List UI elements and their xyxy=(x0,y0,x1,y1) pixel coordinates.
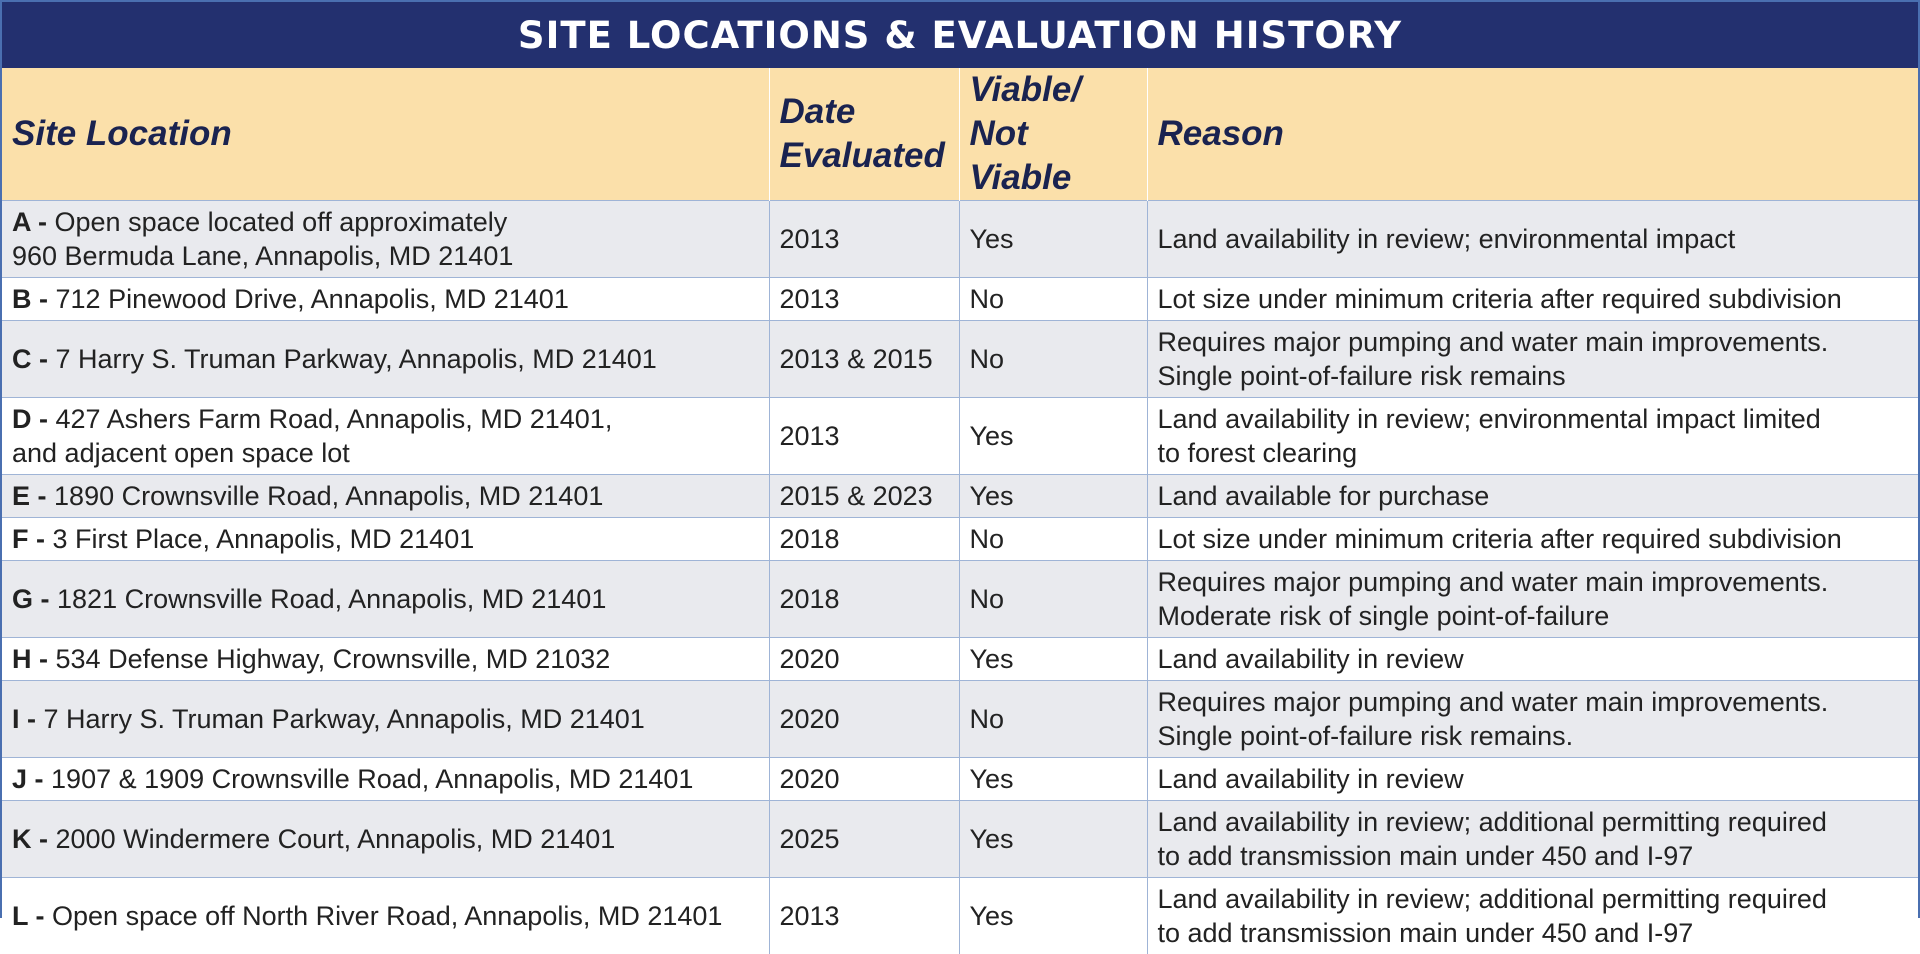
reason-text-line2: Single point-of-failure risk remains. xyxy=(1158,721,1574,751)
cell-date-evaluated: 2025 xyxy=(769,801,959,878)
site-address: 7 Harry S. Truman Parkway, Annapolis, MD 21401 xyxy=(44,704,645,734)
cell-site-location xyxy=(2,638,769,681)
column-header-site-location: Site Location xyxy=(2,68,769,201)
cell-site-location xyxy=(2,201,769,278)
cell-site-location xyxy=(2,758,769,801)
site-address: 427 Ashers Farm Road, Annapolis, MD 21401, xyxy=(56,404,613,434)
table-row xyxy=(2,758,1918,801)
cell-viable: No xyxy=(959,561,1147,638)
site-letter: E - xyxy=(12,481,47,511)
cell-reason xyxy=(1147,518,1918,561)
cell-reason xyxy=(1147,475,1918,518)
cell-date-evaluated: 2020 xyxy=(769,638,959,681)
site-address: Open space off North River Road, Annapolis, MD 21401 xyxy=(52,901,722,931)
reason-text: Requires major pumping and water main improvements. xyxy=(1158,567,1829,597)
reason-text-line2: to forest clearing xyxy=(1158,438,1358,468)
table-title: SITE LOCATIONS & EVALUATION HISTORY xyxy=(2,2,1918,68)
site-letter: J - xyxy=(12,764,44,794)
table-row xyxy=(2,681,1918,758)
cell-viable: No xyxy=(959,518,1147,561)
cell-date-evaluated: 2018 xyxy=(769,518,959,561)
cell-viable: Yes xyxy=(959,878,1147,954)
cell-reason xyxy=(1147,201,1918,278)
column-header-reason: Reason xyxy=(1147,68,1918,201)
cell-date-evaluated: 2020 xyxy=(769,758,959,801)
site-letter: D - xyxy=(12,404,48,434)
cell-site-location xyxy=(2,801,769,878)
cell-viable: Yes xyxy=(959,475,1147,518)
reason-text-line2: Moderate risk of single point-of-failure xyxy=(1158,601,1610,631)
cell-date-evaluated: 2020 xyxy=(769,681,959,758)
table-row xyxy=(2,801,1918,878)
site-address-line2: and adjacent open space lot xyxy=(12,438,350,468)
cell-site-location xyxy=(2,561,769,638)
cell-reason xyxy=(1147,681,1918,758)
table-row xyxy=(2,398,1918,475)
site-letter: F - xyxy=(12,524,45,554)
cell-reason xyxy=(1147,278,1918,321)
cell-site-location xyxy=(2,321,769,398)
cell-viable: No xyxy=(959,278,1147,321)
reason-text: Land availability in review xyxy=(1158,644,1464,674)
reason-text: Lot size under minimum criteria after required subdivision xyxy=(1158,524,1842,554)
column-header-viable: Viable/ Not Viable xyxy=(959,68,1147,201)
cell-reason xyxy=(1147,878,1918,954)
table-row xyxy=(2,638,1918,681)
cell-reason xyxy=(1147,638,1918,681)
cell-date-evaluated: 2013 xyxy=(769,398,959,475)
table-row xyxy=(2,201,1918,278)
site-address: 712 Pinewood Drive, Annapolis, MD 21401 xyxy=(56,284,569,314)
cell-date-evaluated: 2013 xyxy=(769,201,959,278)
site-letter: B - xyxy=(12,284,48,314)
cell-date-evaluated: 2013 xyxy=(769,878,959,954)
cell-viable: Yes xyxy=(959,758,1147,801)
table-row xyxy=(2,878,1918,954)
cell-viable: No xyxy=(959,321,1147,398)
reason-text-line2: to add transmission main under 450 and I-97 xyxy=(1158,918,1694,948)
cell-reason xyxy=(1147,561,1918,638)
cell-viable: Yes xyxy=(959,398,1147,475)
site-letter: G - xyxy=(12,584,50,614)
reason-text: Land availability in review xyxy=(1158,764,1464,794)
cell-viable: Yes xyxy=(959,801,1147,878)
site-evaluation-table xyxy=(2,68,1918,954)
cell-reason xyxy=(1147,321,1918,398)
site-address: Open space located off approximately xyxy=(55,207,508,237)
reason-text: Lot size under minimum criteria after required subdivision xyxy=(1158,284,1842,314)
cell-date-evaluated: 2013 xyxy=(769,278,959,321)
reason-text: Land availability in review; additional permitting required xyxy=(1158,807,1827,837)
cell-viable: No xyxy=(959,681,1147,758)
header-row xyxy=(2,68,1918,201)
site-address: 1821 Crownsville Road, Annapolis, MD 21401 xyxy=(57,584,606,614)
cell-site-location xyxy=(2,878,769,954)
table-row xyxy=(2,561,1918,638)
site-letter: A - xyxy=(12,207,47,237)
site-address: 1890 Crownsville Road, Annapolis, MD 21401 xyxy=(54,481,603,511)
reason-text: Land available for purchase xyxy=(1158,481,1490,511)
cell-date-evaluated: 2015 & 2023 xyxy=(769,475,959,518)
cell-viable: Yes xyxy=(959,638,1147,681)
table-row xyxy=(2,321,1918,398)
cell-site-location xyxy=(2,518,769,561)
site-letter: I - xyxy=(12,704,36,734)
site-address: 2000 Windermere Court, Annapolis, MD 21401 xyxy=(56,824,616,854)
site-letter: H - xyxy=(12,644,48,674)
site-address: 534 Defense Highway, Crownsville, MD 21032 xyxy=(56,644,611,674)
cell-reason xyxy=(1147,758,1918,801)
site-letter: L - xyxy=(12,901,45,931)
cell-site-location xyxy=(2,475,769,518)
cell-reason xyxy=(1147,398,1918,475)
reason-text: Land availability in review; additional permitting required xyxy=(1158,884,1827,914)
table-row xyxy=(2,278,1918,321)
table-row xyxy=(2,475,1918,518)
cell-site-location xyxy=(2,681,769,758)
column-header-date-evaluated: Date Evaluated xyxy=(769,68,959,201)
cell-viable: Yes xyxy=(959,201,1147,278)
site-letter: K - xyxy=(12,824,48,854)
table-row xyxy=(2,518,1918,561)
reason-text: Land availability in review; environmental impact limited xyxy=(1158,404,1821,434)
cell-date-evaluated: 2018 xyxy=(769,561,959,638)
cell-site-location xyxy=(2,398,769,475)
reason-text: Requires major pumping and water main improvements. xyxy=(1158,687,1829,717)
site-address: 7 Harry S. Truman Parkway, Annapolis, MD 21401 xyxy=(56,344,657,374)
reason-text: Land availability in review; environmental impact xyxy=(1158,224,1736,254)
cell-date-evaluated: 2013 & 2015 xyxy=(769,321,959,398)
site-address: 3 First Place, Annapolis, MD 21401 xyxy=(53,524,475,554)
cell-site-location xyxy=(2,278,769,321)
cell-reason xyxy=(1147,801,1918,878)
site-address-line2: 960 Bermuda Lane, Annapolis, MD 21401 xyxy=(12,241,513,271)
site-address: 1907 & 1909 Crownsville Road, Annapolis, MD 21401 xyxy=(51,764,693,794)
reason-text-line2: Single point-of-failure risk remains xyxy=(1158,361,1566,391)
reason-text-line2: to add transmission main under 450 and I-97 xyxy=(1158,841,1694,871)
reason-text: Requires major pumping and water main improvements. xyxy=(1158,327,1829,357)
site-letter: C - xyxy=(12,344,48,374)
